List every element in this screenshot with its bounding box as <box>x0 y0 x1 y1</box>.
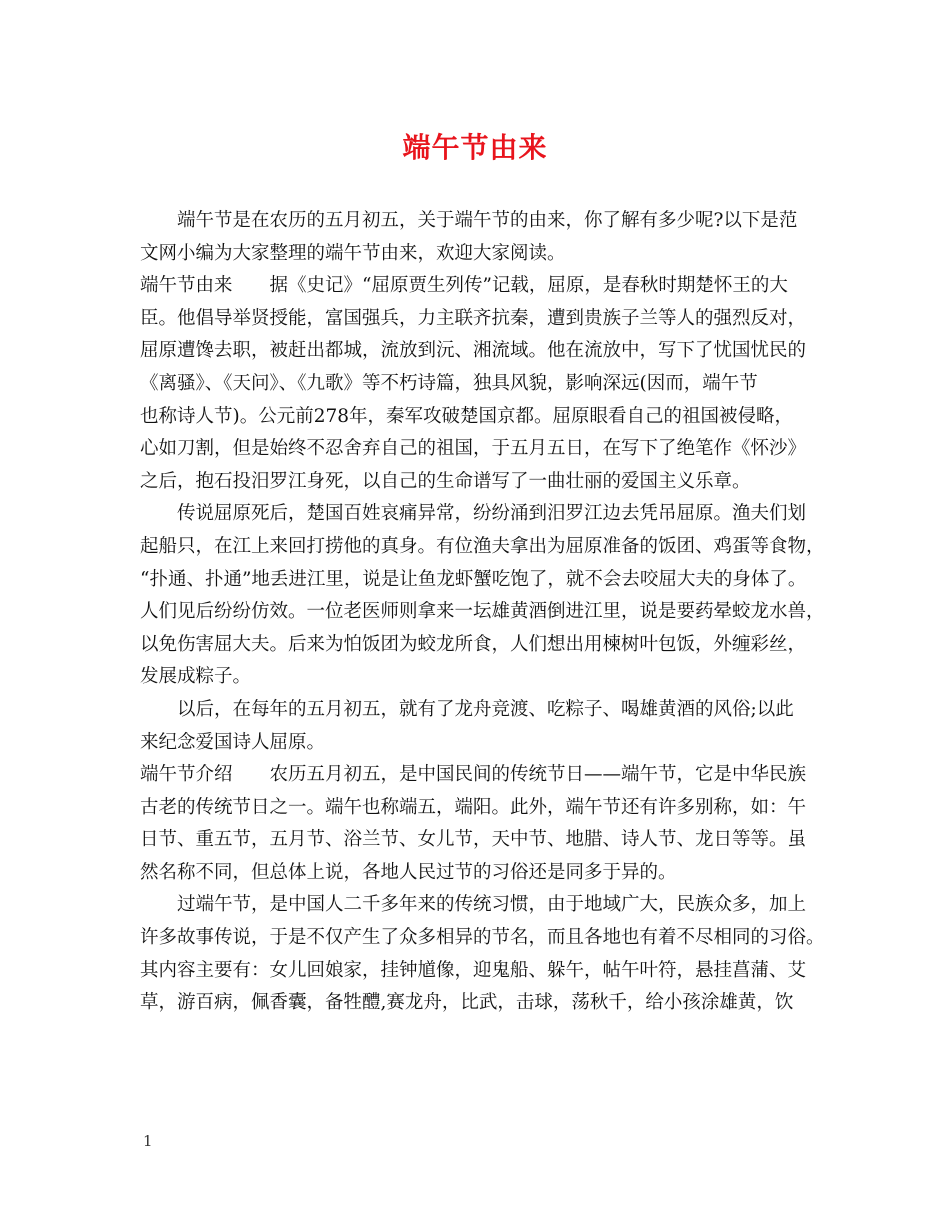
text-line: 起船只，在江上来回打捞他的真身。有位渔夫拿出为屈原准备的饭团、鸡蛋等食物， <box>140 535 825 557</box>
text-line: 也称诗人节)。公元前278年，秦军攻破楚国京都。屈原眼看自己的祖国被侵略， <box>140 405 794 427</box>
text-line: 《离骚》、《天问》、《九歌》等不朽诗篇，独具风貌，影响深远(因而，端午节 <box>140 372 758 394</box>
document-body <box>140 205 825 1020</box>
section-heading: 端午节由来 <box>140 275 233 297</box>
text-line: 许多故事传说，于是不仅产生了众多相异的节名，而且各地也有着不尽相同的习俗。 <box>140 927 825 949</box>
text-line: 文网小编为大家整理的端午节由来，欢迎大家阅读。 <box>140 242 566 264</box>
text-line: 过端午节，是中国人二千多年来的传统习惯，由于地域广大，民族众多，加上 <box>177 894 807 916</box>
text-line: 其内容主要有：女儿回娘家，挂钟馗像，迎鬼船、躲午，帖午叶符，悬挂菖蒲、艾 <box>140 959 807 981</box>
document-title: 端午节由来 <box>402 131 548 164</box>
text-line: 发展成粽子。 <box>140 666 252 688</box>
section-heading: 端午节介绍 <box>140 764 233 786</box>
page-number: 1 <box>143 1132 153 1150</box>
text-line <box>140 270 812 303</box>
text-line: 心如刀割，但是始终不忍舍弃自己的祖国，于五月五日，在写下了绝笔作《怀沙》 <box>140 438 807 460</box>
text-line: 日节、重五节，五月节、浴兰节、女儿节，天中节、地腊、诗人节、龙日等等。虽 <box>140 829 807 851</box>
text-line: 之后，抱石投汨罗江身死，以自己的生命谱写了一曲壮丽的爱国主义乐章。 <box>140 470 751 492</box>
text-line: 屈原遭馋去职，被赶出都城，流放到沅、湘流域。他在流放中，写下了忧国忧民的 <box>140 340 807 362</box>
text-line: 臣。他倡导举贤授能，富国强兵，力主联齐抗秦，遭到贵族子兰等人的强烈反对， <box>140 307 807 329</box>
text-line: 传说屈原死后，楚国百姓哀痛异常，纷纷涌到汨罗江边去凭吊屈原。渔夫们划 <box>177 503 807 525</box>
text-line <box>140 759 812 792</box>
text-line: 草，游百病，佩香囊，备牲醴,赛龙舟，比武，击球，荡秋千，给小孩涂雄黄，饮 <box>140 992 794 1014</box>
text-line: 然名称不同，但总体上说，各地人民过节的习俗还是同多于异的。 <box>140 861 677 883</box>
text-line-content: 据《史记》“屈原贾生列传”记载，屈原，是春秋时期楚怀王的大 <box>269 275 788 297</box>
text-line: 以免伤害屈大夫。后来为怕饭团为蛟龙所食，人们想出用楝树叶包饭，外缠彩丝， <box>140 633 807 655</box>
text-line: 古老的传统节日之一。端午也称端五，端阳。此外，端午节还有许多别称，如：午 <box>140 796 807 818</box>
text-line: “扑通、扑通”地丢进江里，说是让鱼龙虾蟹吃饱了，就不会去咬屈大夫的身体了。 <box>140 568 807 590</box>
text-line: 来纪念爱国诗人屈原。 <box>140 731 326 753</box>
text-line: 以后，在每年的五月初五，就有了龙舟竞渡、吃粽子、喝雄黄酒的风俗;以此 <box>177 698 794 720</box>
text-line-content: 农历五月初五，是中国民间的传统节日——端午节，它是中华民族 <box>269 764 807 786</box>
text-line: 人们见后纷纷仿效。一位老医师则拿来一坛雄黄酒倒进江里，说是要药晕蛟龙水兽， <box>140 601 825 623</box>
text-line: 端午节是在农历的五月初五，关于端午节的由来，你了解有多少呢?以下是范 <box>177 210 798 231</box>
